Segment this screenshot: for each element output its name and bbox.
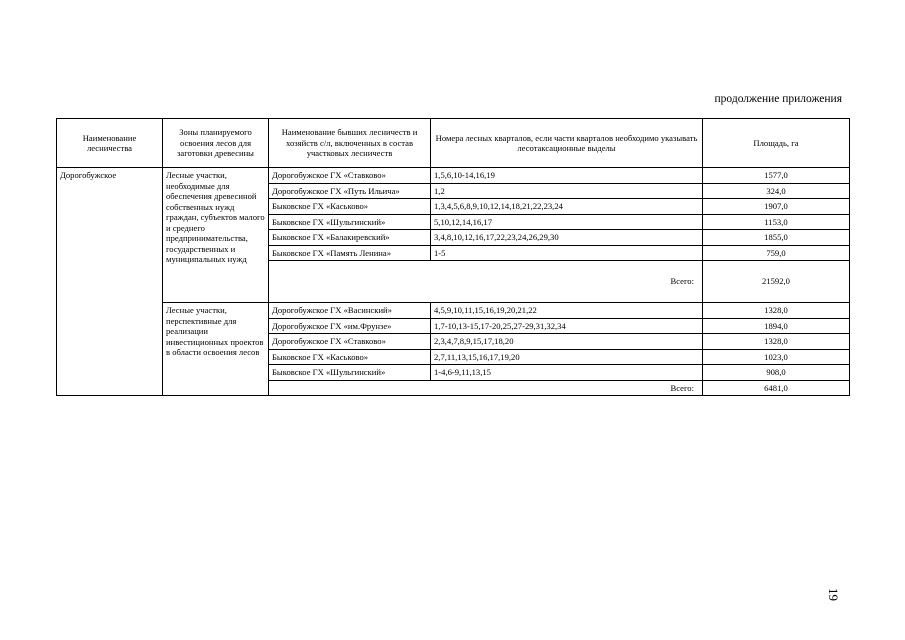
table-row [57,168,850,184]
area-cell: 1023,0 [703,349,850,365]
kvartals-cell: 2,3,4,7,8,9,15,17,18,20 [431,334,703,350]
appendix-caption: продолжение приложения [714,93,842,105]
former-name-cell: Быковское ГХ «Каськово» [269,349,431,365]
header-kvartals: Номера лесных кварталов, если части кварталов необходимо указывать лесотаксационные выделы [431,119,703,168]
area-cell: 1328,0 [703,334,850,350]
kvartals-cell: 1-5 [431,245,703,261]
kvartals-cell: 5,10,12,14,16,17 [431,214,703,230]
area-cell: 1855,0 [703,230,850,246]
former-name-cell: Быковское ГХ «Каськово» [269,199,431,215]
header-row [57,119,850,168]
area-cell: 1577,0 [703,168,850,184]
former-name-cell: Быковское ГХ «Балакиревский» [269,230,431,246]
former-name-cell: Дорогобужское ГХ «Ставково» [269,168,431,184]
total-label: Всего: [269,261,703,303]
lesnichestvo-cell: Дорогобужское [57,168,163,396]
total-value: 21592,0 [703,261,850,303]
zone-cell: Лесные участки, необходимые для обеспечения древесиной собственных нужд граждан, субъектов малого и среднего предпринимательства, государственных и муниципальных нужд [163,168,269,303]
area-cell: 324,0 [703,183,850,199]
former-name-cell: Быковское ГХ «Память Ленина» [269,245,431,261]
kvartals-cell: 1,7-10,13-15,17-20,25,27-29,31,32,34 [431,318,703,334]
kvartals-cell: 4,5,9,10,11,15,16,19,20,21,22 [431,303,703,319]
area-cell: 1328,0 [703,303,850,319]
former-name-cell: Быковское ГХ «Шульгинский» [269,214,431,230]
area-cell: 1907,0 [703,199,850,215]
kvartals-cell: 3,4,8,10,12,16,17,22,23,24,26,29,30 [431,230,703,246]
kvartals-cell: 1-4,6-9,11,13,15 [431,365,703,381]
zone-cell: Лесные участки, перспективные для реализации инвестиционных проектов в области освоения лесов [163,303,269,396]
kvartals-cell: 2,7,11,13,15,16,17,19,20 [431,349,703,365]
total-value: 6481,0 [703,380,850,396]
forest-table [56,118,850,396]
former-name-cell: Дорогобужское ГХ «Ставково» [269,334,431,350]
page-number: 19 [826,588,841,601]
kvartals-cell: 1,5,6,10-14,16,19 [431,168,703,184]
area-cell: 1153,0 [703,214,850,230]
kvartals-cell: 1,2 [431,183,703,199]
former-name-cell: Дорогобужское ГХ «им.Фрунзе» [269,318,431,334]
area-cell: 908,0 [703,365,850,381]
area-cell: 1894,0 [703,318,850,334]
header-area: Площадь, га [703,119,850,168]
header-former: Наименование бывших лесничеств и хозяйств с/л, включенных в состав участковых лесничеств [269,119,431,168]
total-label: Всего: [269,380,703,396]
former-name-cell: Быковское ГХ «Шульгинский» [269,365,431,381]
former-name-cell: Дорогобужское ГХ «Васинский» [269,303,431,319]
kvartals-cell: 1,3,4,5,6,8,9,10,12,14,18,21,22,23,24 [431,199,703,215]
area-cell: 759,0 [703,245,850,261]
header-lesnichestvo: Наименование лесничества [57,119,163,168]
header-zone: Зоны планируемого освоения лесов для заготовки древесины [163,119,269,168]
former-name-cell: Дорогобужское ГХ «Путь Ильича» [269,183,431,199]
table-row [57,303,850,319]
